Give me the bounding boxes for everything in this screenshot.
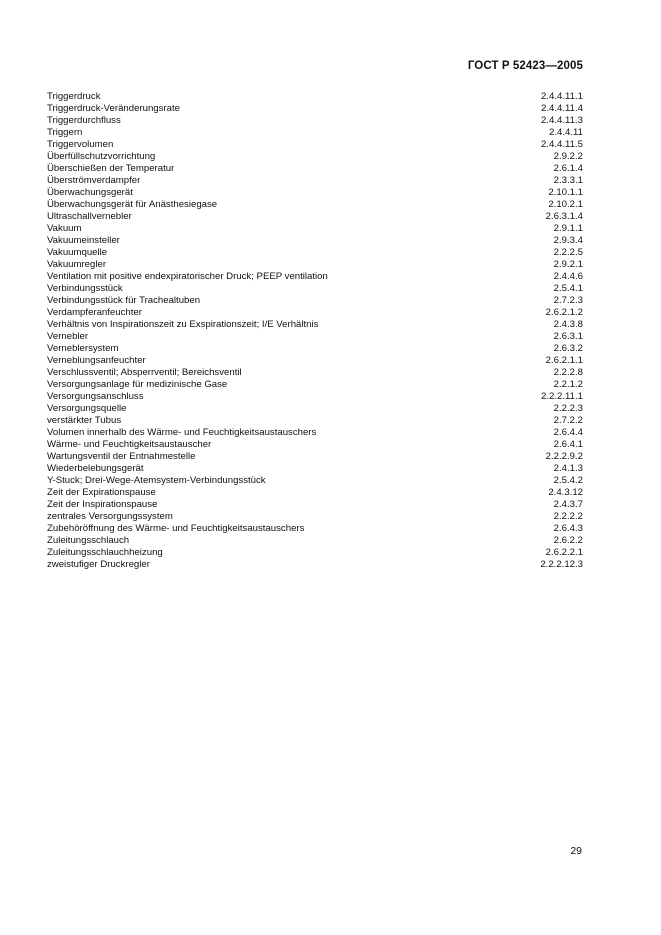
index-term: Vakuumregler (47, 259, 107, 270)
index-term: Verbindungsstück (47, 283, 123, 294)
index-entry (47, 247, 583, 259)
index-entry (47, 151, 583, 163)
standard-number: ГОСТ Р 52423—2005 (467, 60, 583, 72)
index-entry (47, 439, 583, 451)
index-term: Zubehöröffnung des Wärme- und Feuchtigkeitsaustauschers (47, 523, 305, 534)
index-entry (47, 535, 583, 547)
index-term: Zuleitungsschlauchheizung (47, 547, 163, 558)
index-term: Versorgungsanschluss (47, 391, 144, 402)
index-entry (47, 451, 583, 463)
index-section-ref: 2.6.3.2 (553, 343, 583, 354)
index-term: Zeit der Inspirationspause (47, 499, 158, 510)
index-entry (47, 499, 583, 511)
index-term: Zeit der Expirationspause (47, 487, 156, 498)
index-term: Versorgungsanlage für medizinische Gase (47, 379, 228, 390)
index-section-ref: 2.4.3.12 (548, 487, 583, 498)
index-entry (47, 295, 583, 307)
index-term: Überwachungsgerät für Anästhesiegase (47, 199, 218, 210)
index-term: Vernebler (47, 331, 89, 342)
index-section-ref: 2.2.2.3 (553, 403, 583, 414)
index-term: Verschlussventil; Absperrventil; Bereichsventil (47, 367, 242, 378)
index-entry (47, 175, 583, 187)
index-term: zentrales Versorgungssystem (47, 511, 173, 522)
index-section-ref: 2.4.4.11.1 (541, 91, 583, 102)
index-term: Überströmverdampfer (47, 175, 141, 186)
index-section-ref: 2.6.2.1.1 (545, 355, 583, 366)
index-entry (47, 391, 583, 403)
index-section-ref: 2.9.2.2 (553, 151, 583, 162)
index-section-ref: 2.4.4.6 (553, 271, 583, 282)
index-section-ref: 2.2.2.9.2 (545, 451, 583, 462)
index-section-ref: 2.2.2.8 (553, 367, 583, 378)
index-section-ref: 2.6.4.1 (553, 439, 583, 450)
index-term: Ventilation mit positive endexpiratorischer Druck; PEEP ventilation (47, 271, 328, 282)
index-entry (47, 319, 583, 331)
index-section-ref: 2.4.1.3 (553, 463, 583, 474)
index-term: Verdampferanfeuchter (47, 307, 142, 318)
index-entry (47, 559, 583, 571)
index-section-ref: 2.9.2.1 (553, 259, 583, 270)
index-section-ref: 2.4.3.7 (553, 499, 583, 510)
index-entry (47, 199, 583, 211)
index-section-ref: 2.4.3.8 (553, 319, 583, 330)
index-term: Wärme- und Feuchtigkeitsaustauscher (47, 439, 212, 450)
index-entry (47, 487, 583, 499)
index-term: Überfüllschutzvorrichtung (47, 151, 156, 162)
index-entry (47, 511, 583, 523)
index-term: Vakuumquelle (47, 247, 108, 258)
index-entry (47, 427, 583, 439)
index-term: Triggern (47, 127, 83, 138)
index-entry (47, 91, 583, 103)
index-section-ref: 2.5.4.1 (553, 283, 583, 294)
index-term: Vakuum (47, 223, 82, 234)
index-term: Versorgungsquelle (47, 403, 127, 414)
alphabetical-index (47, 91, 583, 571)
index-section-ref: 2.10.1.1 (548, 187, 583, 198)
index-section-ref: 2.7.2.3 (553, 295, 583, 306)
index-section-ref: 2.6.1.4 (553, 163, 583, 174)
index-section-ref: 2.10.2.1 (548, 199, 583, 210)
index-section-ref: 2.4.4.11 (549, 127, 583, 138)
index-term: Überwachungsgerät (47, 187, 133, 198)
index-term: Überschießen der Temperatur (47, 163, 175, 174)
index-entry (47, 415, 583, 427)
index-section-ref: 2.2.2.5 (553, 247, 583, 258)
index-entry (47, 235, 583, 247)
index-entry (47, 547, 583, 559)
index-section-ref: 2.2.1.2 (553, 379, 583, 390)
index-entry (47, 475, 583, 487)
index-term: Volumen innerhalb des Wärme- und Feuchtigkeitsaustauschers (47, 427, 317, 438)
index-section-ref: 2.9.1.1 (553, 223, 583, 234)
index-entry (47, 115, 583, 127)
index-section-ref: 2.4.4.11.3 (541, 115, 583, 126)
index-term: Ultraschallvernebler (47, 211, 132, 222)
index-term: Triggerdurchfluss (47, 115, 121, 126)
index-section-ref: 2.2.2.12.3 (540, 559, 583, 570)
index-term: Triggervolumen (47, 139, 114, 150)
index-entry (47, 187, 583, 199)
index-section-ref: 2.6.3.1.4 (545, 211, 583, 222)
index-entry (47, 211, 583, 223)
index-term: Triggerdruck (47, 91, 101, 102)
index-section-ref: 2.6.2.2 (553, 535, 583, 546)
index-section-ref: 2.7.2.2 (553, 415, 583, 426)
index-section-ref: 2.6.4.4 (553, 427, 583, 438)
index-section-ref: 2.4.4.11.5 (541, 139, 583, 150)
index-entry (47, 403, 583, 415)
index-section-ref: 2.6.2.1.2 (545, 307, 583, 318)
index-entry (47, 259, 583, 271)
index-entry (47, 367, 583, 379)
index-entry (47, 223, 583, 235)
index-entry (47, 271, 583, 283)
index-term: zweistufiger Druckregler (47, 559, 150, 570)
document-header (468, 60, 583, 72)
index-entry (47, 163, 583, 175)
index-entry (47, 463, 583, 475)
page-number: 29 (570, 845, 582, 857)
index-section-ref: 2.6.3.1 (553, 331, 583, 342)
index-section-ref: 2.5.4.2 (553, 475, 583, 486)
index-entry (47, 523, 583, 535)
index-entry (47, 355, 583, 367)
index-section-ref: 2.2.2.2 (553, 511, 583, 522)
index-term: Verneblungsanfeuchter (47, 355, 146, 366)
index-section-ref: 2.9.3.4 (553, 235, 583, 246)
index-entry (47, 283, 583, 295)
index-section-ref: 2.4.4.11.4 (541, 103, 583, 114)
index-entry (47, 127, 583, 139)
index-section-ref: 2.2.2.11.1 (541, 391, 583, 402)
index-term: Verneblersystem (47, 343, 119, 354)
index-section-ref: 2.6.4.3 (553, 523, 583, 534)
index-term: Zuleitungsschlauch (47, 535, 130, 546)
index-entry (47, 331, 583, 343)
index-term: Wartungsventil der Entnahmestelle (47, 451, 196, 462)
index-entry (47, 343, 583, 355)
index-section-ref: 2.3.3.1 (553, 175, 583, 186)
index-term: Vakuumeinsteller (47, 235, 120, 246)
index-term: Y-Stuck; Drei-Wege-Atemsystem-Verbindungsstück (47, 475, 266, 486)
index-entry (47, 139, 583, 151)
index-entry (47, 307, 583, 319)
index-term: Triggerdruck-Veränderungsrate (47, 103, 180, 114)
index-entry (47, 379, 583, 391)
index-term: Verhältnis von Inspirationszeit zu Exspirationszeit; I/E Verhältnis (47, 319, 319, 330)
index-entry (47, 103, 583, 115)
index-term: Wiederbelebungsgerät (47, 463, 144, 474)
index-term: verstärkter Tubus (47, 415, 122, 426)
index-section-ref: 2.6.2.2.1 (545, 547, 583, 558)
index-term: Verbindungsstück für Trachealtuben (47, 295, 201, 306)
